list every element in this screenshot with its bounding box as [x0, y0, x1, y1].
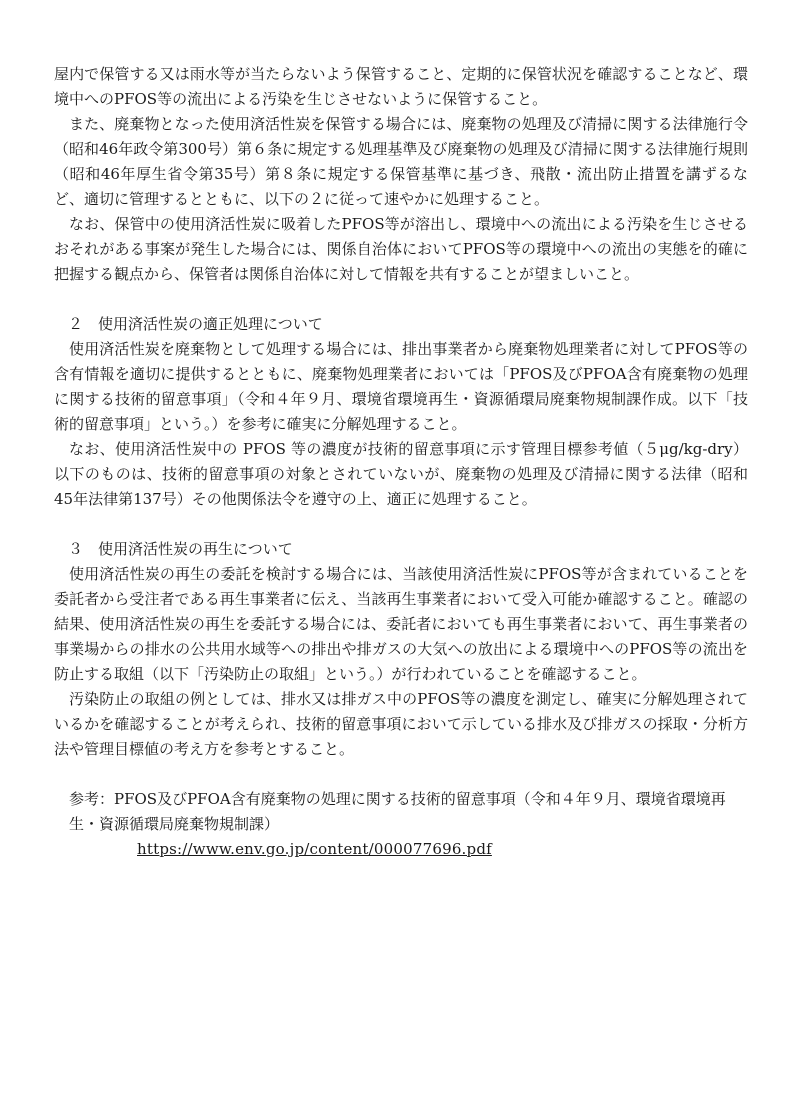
document-page: [54, 62, 748, 862]
section-3-heading: ３ 使用済活性炭の再生について: [68, 540, 293, 558]
intro-paragraph-2: また、廃棄物となった使用済活性炭を保管する場合には、廃棄物の処理及び清掃に関する法律施行令（昭和46年政令第300号）第６条に規定する処理基準及び廃棄物の処理及び清掃に関する法律施行規則（昭和46年厚生省令第35号）第８条に規定する保管基準に基づき、飛散・流出防止措置を講ずるなど、適切に管理するとともに、以下の２に従って速やかに処理すること。: [54, 115, 748, 208]
section-2-heading: ２ 使用済活性炭の適正処理について: [68, 315, 323, 333]
section-3-paragraph-2: 汚染防止の取組の例としては、排水又は排ガス中のPFOS等の濃度を測定し、確実に分解処理されているかを確認することが考えられ、技術的留意事項において示している排水及び排ガスの採取・分析方法や管理目標値の考え方を参考とすること。: [54, 690, 748, 758]
reference-text: 参考：PFOS及びPFOA含有廃棄物の処理に関する技術的留意事項（令和４年９月、環境省環境再生・資源循環局廃棄物規制課）: [69, 790, 726, 833]
section-3-paragraph-1: 使用済活性炭の再生の委託を検討する場合には、当該使用済活性炭にPFOS等が含まれていることを委託者から受注者である再生事業者に伝え、当該再生事業者において受入可能か確認すること。確認の結果、使用済活性炭の再生を委託する場合には、委託者においても再生事業者において、再生事業者の事業場からの排水の公共用水域等への排出や排ガスの大気への放出による環境中へのPFOS等の流出を防止する取組（以下「汚染防止の取組」という。）が行われていることを確認すること。: [54, 565, 748, 683]
section-2-paragraph-1: 使用済活性炭を廃棄物として処理する場合には、排出事業者から廃棄物処理業者に対してPFOS等の含有情報を適切に提供するとともに、廃棄物処理業者においては「PFOS及びPFOA含有廃棄物の処理に関する技術的留意事項」（令和４年９月、環境省環境再生・資源循環局廃棄物規制課作成。以下「技術的留意事項」という。）を参考に確実に分解処理すること。: [54, 340, 748, 433]
section-2-paragraph-2: なお、使用済活性炭中の PFOS 等の濃度が技術的留意事項に示す管理目標参考値（５μg/kg-dry）以下のものは、技術的留意事項の対象とされていないが、廃棄物の処理及び清掃に関する法律（昭和45年法律第137号）その他関係法令を遵守の上、適正に処理すること。: [54, 440, 748, 508]
intro-paragraph-3: なお、保管中の使用済活性炭に吸着したPFOS等が溶出し、環境中への流出による汚染を生じさせるおそれがある事案が発生した場合には、関係自治体においてPFOS等の環境中への流出の実態を的確に把握する観点から、保管者は関係自治体に対して情報を共有することが望ましいこと。: [54, 215, 748, 283]
intro-paragraph-1: 屋内で保管する又は雨水等が当たらないよう保管すること、定期的に保管状況を確認することなど、環境中へのPFOS等の流出による汚染を生じさせないように保管すること。: [54, 65, 748, 108]
reference-block: [54, 787, 748, 862]
reference-url-link[interactable]: https://www.env.go.jp/content/000077696.pdf: [137, 840, 492, 858]
